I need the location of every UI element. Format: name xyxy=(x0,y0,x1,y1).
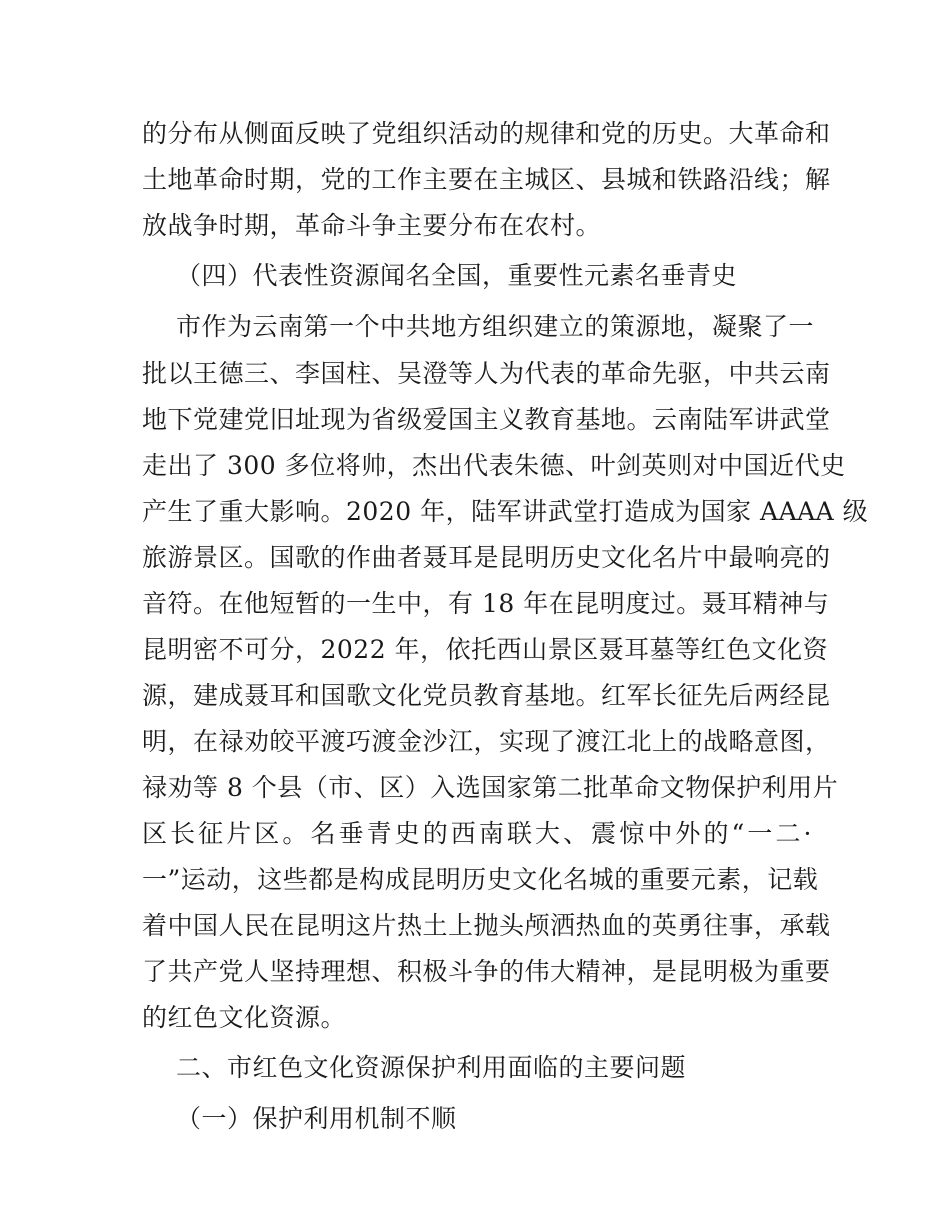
section-heading: （一）保护利用机制不顺 xyxy=(176,1104,457,1133)
paragraph-line: 音符。在他短暂的一生中，有 18 年在昆明度过。聂耳精神与 xyxy=(142,589,830,618)
paragraph-line: 地下党建党旧址现为省级爱国主义教育基地。云南陆军讲武堂 xyxy=(142,405,831,434)
paragraph-line: 昆明密不可分，2022 年，依托西山景区聂耳墓等红色文化资 xyxy=(142,635,829,664)
paragraph-line: 禄劝等 8 个县（市、区）入选国家第二批革命文物保护利用片 xyxy=(142,773,839,802)
paragraph-line: 明，在禄劝皎平渡巧渡金沙江，实现了渡江北上的战略意图， xyxy=(142,727,831,756)
paragraph-line: 土地革命时期，党的工作主要在主城区、县城和铁路沿线；解 xyxy=(142,165,831,194)
chapter-heading: 二、市红色文化资源保护利用面临的主要问题 xyxy=(176,1053,687,1082)
paragraph-line: 旅游景区。国歌的作曲者聂耳是昆明历史文化名片中最响亮的 xyxy=(142,543,831,572)
paragraph-line: 一”运动，这些都是构成昆明历史文化名城的重要元素，记载 xyxy=(142,865,819,894)
paragraph-line: 市作为云南第一个中共地方组织建立的策源地，凝聚了一 xyxy=(176,312,814,341)
paragraph-line: 了共产党人坚持理想、积极斗争的伟大精神，是昆明极为重要 xyxy=(142,957,831,986)
paragraph-line: 产生了重大影响。2020 年，陆军讲武堂打造成为国家 AAAA 级 xyxy=(142,497,869,526)
paragraph-line: 着中国人民在昆明这片热土上抛头颅洒热血的英勇往事，承载 xyxy=(142,911,831,940)
paragraph-line: 走出了 300 多位将帅，杰出代表朱德、叶剑英则对中国近代史 xyxy=(142,451,846,480)
paragraph-line: 批以王德三、李国柱、吴澄等人为代表的革命先驱，中共云南 xyxy=(142,359,831,388)
paragraph-line: 区长征片区。名垂青史的西南联大、震惊中外的“一二· xyxy=(142,819,812,848)
paragraph-line: 源，建成聂耳和国歌文化党员教育基地。红军长征先后两经昆 xyxy=(142,681,831,710)
paragraph-line: 的红色文化资源。 xyxy=(142,1003,347,1032)
paragraph-line: 放战争时期，革命斗争主要分布在农村。 xyxy=(142,211,602,240)
section-heading: （四）代表性资源闻名全国，重要性元素名垂青史 xyxy=(176,261,738,290)
paragraph-line: 的分布从侧面反映了党组织活动的规律和党的历史。大革命和 xyxy=(142,119,831,148)
